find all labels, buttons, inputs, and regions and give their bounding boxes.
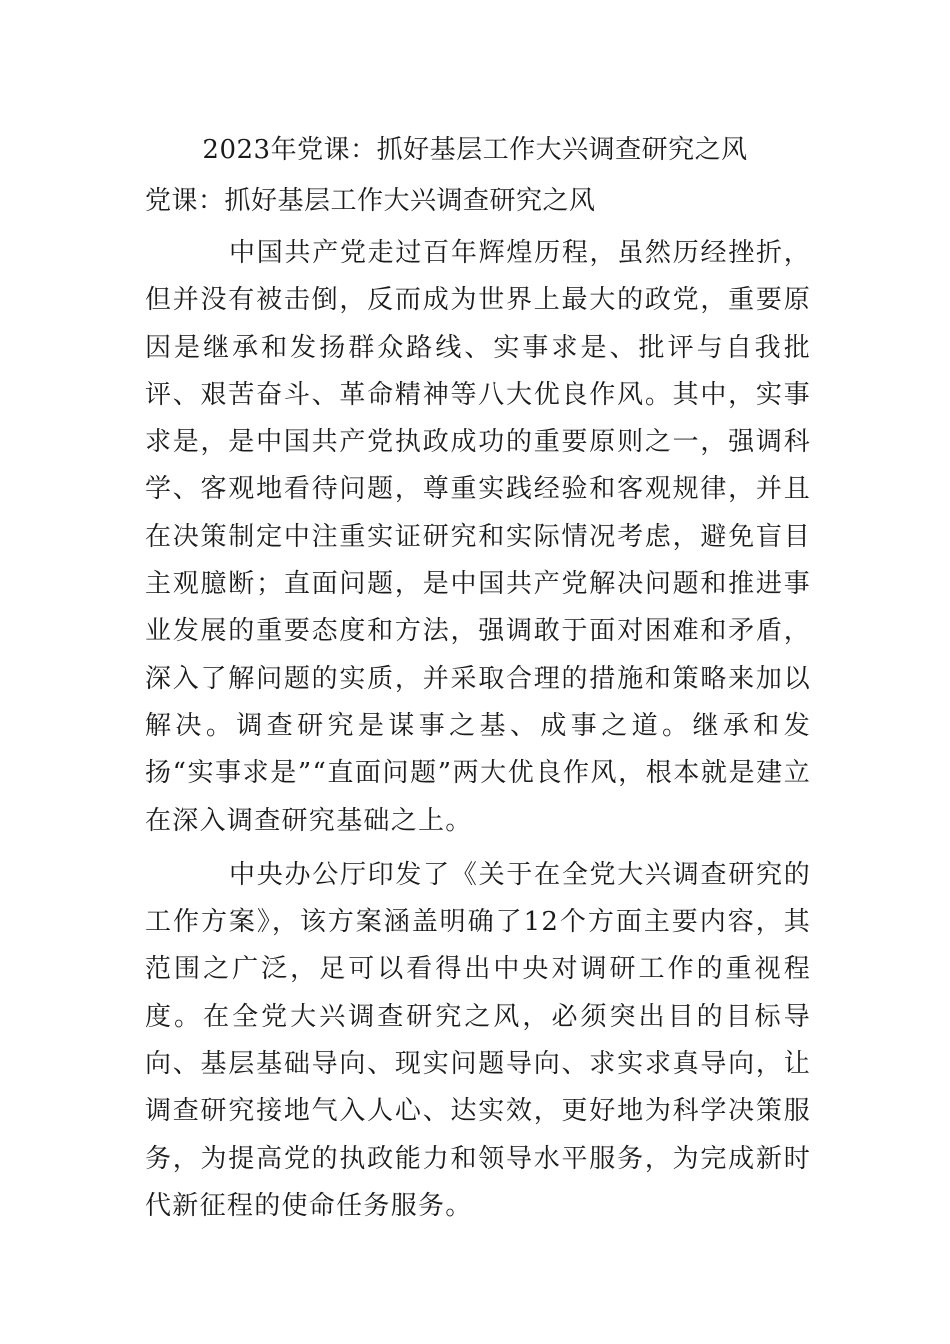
document-title: 2023年党课：抓好基层工作大兴调查研究之风 — [202, 135, 748, 165]
body-paragraph: 中央办公厅印发了《关于在全党大兴调查研究的工作方案》，该方案涵盖明确了12个方面主要内容，其范围之广泛，足可以看得出中央对调研工作的重视程度。在全党大兴调查研究之风，必须突出目的目标导向、基层基础导向、现实问题导向、求实求真导向，让调查研究接地气入人心、达实效，更好地为科学决策服务，为提高党的执政能力和领导水平服务，为完成新时代新征程的使命任务服务。 — [145, 859, 811, 1221]
document-body — [145, 230, 811, 1230]
document-subtitle: 党课：抓好基层工作大兴调查研究之风 — [145, 186, 596, 216]
body-paragraph: 中国共产党走过百年辉煌历程，虽然历经挫折，但并没有被击倒，反而成为世界上最大的政党，重要原因是继承和发扬群众路线、实事求是、批评与自我批评、艰苦奋斗、革命精神等八大优良作风。其中，实事求是，是中国共产党执政成功的重要原则之一，强调科学、客观地看待问题，尊重实践经验和客观规律，并且在决策制定中注重实证研究和实际情况考虑，避免盲目主观臆断；直面问题，是中国共产党解决问题和推进事业发展的重要态度和方法，强调敢于面对困难和矛盾，深入了解问题的实质，并采取合理的措施和策略来加以解决。调查研究是谋事之基、成事之道。继承和发扬“实事求是”“直面问题”两大优良作风，根本就是建立在深入调查研究基础之上。 — [145, 238, 811, 836]
